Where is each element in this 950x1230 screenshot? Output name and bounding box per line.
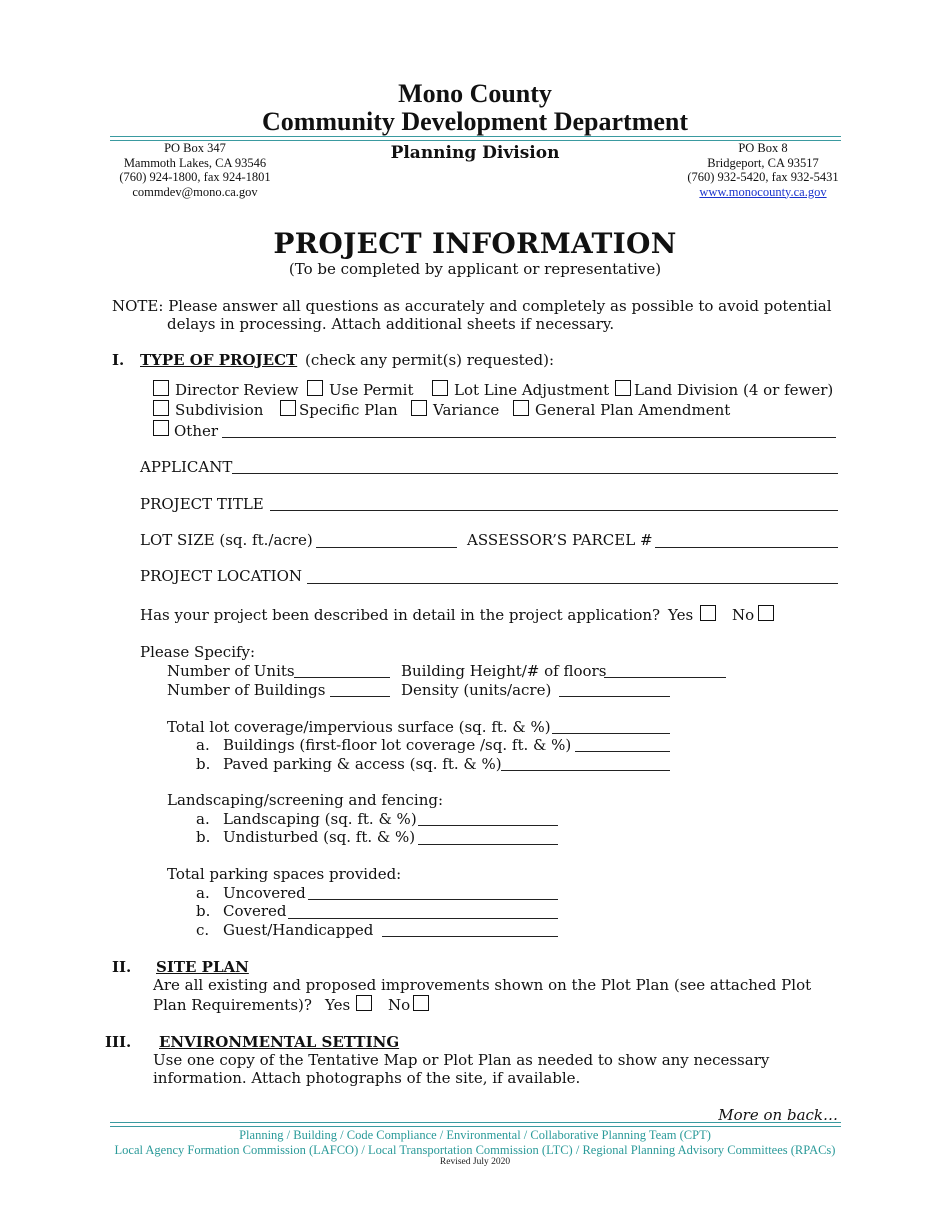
note-line-1: NOTE: Please answer all questions as accurately and completely as possible to avoid potential [112,297,832,315]
website-link[interactable]: www.monocounty.ca.gov [699,184,827,199]
footer-rule-top [110,1122,841,1123]
lot-coverage-input[interactable] [552,733,670,734]
variance-label: Variance [433,401,500,419]
parking-c-marker: c. [196,921,210,939]
covered-label: Covered [223,902,287,920]
director-review-checkbox[interactable] [153,380,169,396]
number-of-units-input[interactable] [294,677,390,678]
applicant-input[interactable] [232,473,838,474]
described-yes-checkbox[interactable] [700,605,716,621]
revised-date: Revised July 2020 [439,1157,511,1167]
described-no-checkbox[interactable] [758,605,774,621]
project-title-input[interactable] [270,510,838,511]
address-line: (760) 924-1800, fax 924-1801 [119,170,271,184]
coverage-buildings-input[interactable] [575,751,670,752]
number-of-buildings-input[interactable] [330,696,390,697]
coverage-parking-input[interactable] [501,770,670,771]
department-name: Community Development Department [261,107,689,136]
parcel-input[interactable] [655,547,838,548]
landscaping-label: Landscaping (sq. ft. & %) [223,810,417,828]
building-height-input[interactable] [604,677,726,678]
variance-checkbox[interactable] [411,400,427,416]
described-no-label: No [732,606,755,624]
landscaping-input[interactable] [418,825,558,826]
undisturbed-input[interactable] [418,844,558,845]
please-specify-label: Please Specify: [140,643,256,661]
specific-plan-label: Specific Plan [299,401,398,419]
land-division-label: Land Division (4 or fewer) [634,381,834,399]
address-line: PO Box 347 [164,141,226,155]
org-name: Mono County [398,79,552,108]
section-3-title: ENVIRONMENTAL SETTING [159,1033,400,1051]
site-plan-question-line-1: Are all existing and proposed improvements shown on the Plot Plan (see attached Plot [153,976,812,994]
density-input[interactable] [559,696,670,697]
project-location-label: PROJECT LOCATION [140,567,302,585]
use-permit-checkbox[interactable] [307,380,323,396]
building-height-label: Building Height/# of floors [401,662,607,680]
general-plan-amendment-checkbox[interactable] [513,400,529,416]
lot-size-label: LOT SIZE (sq. ft./acre) [140,531,313,549]
number-of-buildings-label: Number of Buildings [167,681,326,699]
land-division-checkbox[interactable] [615,380,631,396]
use-permit-label: Use Permit [329,381,414,399]
footer-rule-bottom [110,1126,841,1127]
subdivision-label: Subdivision [175,401,264,419]
page-subtitle: (To be completed by applicant or representative) [288,260,662,278]
site-plan-yes-label: Yes [325,996,351,1014]
specific-plan-checkbox[interactable] [280,400,296,416]
number-of-units-label: Number of Units [167,662,295,680]
footer-line-1: Planning / Building / Code Compliance / Environmental / Collaborative Planning Team (CPT) [239,1128,711,1142]
section-1-hint: (check any permit(s) requested): [305,351,555,369]
address-line: Bridgeport, CA 93517 [707,155,819,170]
division-name: Planning Division [390,143,560,163]
other-input[interactable] [222,437,836,438]
section-1-number: I. [112,351,125,369]
right-address [683,141,843,199]
parking-heading: Total parking spaces provided: [167,865,402,883]
coverage-a-marker: a. [196,736,210,754]
uncovered-input[interactable] [308,899,558,900]
guest-handicapped-label: Guest/Handicapped [223,921,374,939]
page-title: PROJECT INFORMATION [273,227,677,260]
project-title-label: PROJECT TITLE [140,495,264,513]
landscaping-a-marker: a. [196,810,210,828]
email-address: commdev@mono.ca.gov [132,184,258,199]
lot-coverage-label: Total lot coverage/impervious surface (sq. ft. & %) [167,718,551,736]
more-on-back: More on back… [718,1106,838,1124]
general-plan-amendment-label: General Plan Amendment [535,401,731,419]
address-line: (760) 932-5420, fax 932-5431 [687,170,839,184]
parking-a-marker: a. [196,884,210,902]
section-2-number: II. [112,958,132,976]
landscaping-b-marker: b. [196,828,211,846]
address-line: PO Box 8 [738,141,788,155]
other-label: Other [174,422,219,440]
director-review-label: Director Review [175,381,299,399]
site-plan-no-label: No [388,996,411,1014]
site-plan-question-line-2: Plan Requirements)? [153,996,312,1014]
footer-line-2: Local Agency Formation Commission (LAFCO) / Local Transportation Commission (LTC) / Regional Planning Advisory Committees (RPACs) [114,1143,836,1157]
covered-input[interactable] [288,918,558,919]
note-line-2: delays in processing. Attach additional sheets if necessary. [167,315,615,333]
density-label: Density (units/acre) [401,681,552,699]
section-1-title: TYPE OF PROJECT [140,351,298,369]
environmental-line-1: Use one copy of the Tentative Map or Plot Plan as needed to show any necessary [153,1051,770,1069]
project-location-input[interactable] [307,583,838,584]
lot-size-input[interactable] [316,547,457,548]
guest-handicapped-input[interactable] [382,936,558,937]
uncovered-label: Uncovered [223,884,306,902]
undisturbed-label: Undisturbed (sq. ft. & %) [223,828,416,846]
address-line: Mammoth Lakes, CA 93546 [123,155,267,170]
site-plan-yes-checkbox[interactable] [356,995,372,1011]
described-yes-label: Yes [668,606,694,624]
site-plan-no-checkbox[interactable] [413,995,429,1011]
environmental-line-2: information. Attach photographs of the site, if available. [153,1069,581,1087]
header-rule-top [110,136,841,137]
lot-line-adjustment-label: Lot Line Adjustment [454,381,610,399]
applicant-label: APPLICANT [140,458,233,476]
parcel-label: ASSESSOR’S PARCEL # [467,531,653,549]
subdivision-checkbox[interactable] [153,400,169,416]
coverage-buildings-label: Buildings (first-floor lot coverage /sq. ft. & %) [223,736,572,754]
section-2-title: SITE PLAN [156,958,249,976]
coverage-parking-label: Paved parking & access (sq. ft. & %) [223,755,502,773]
lot-line-adjustment-checkbox[interactable] [432,380,448,396]
parking-b-marker: b. [196,902,211,920]
coverage-b-marker: b. [196,755,211,773]
other-checkbox[interactable] [153,420,169,436]
section-3-number: III. [105,1033,132,1051]
described-question: Has your project been described in detail in the project application? [140,606,661,624]
landscaping-heading: Landscaping/screening and fencing: [167,791,444,809]
